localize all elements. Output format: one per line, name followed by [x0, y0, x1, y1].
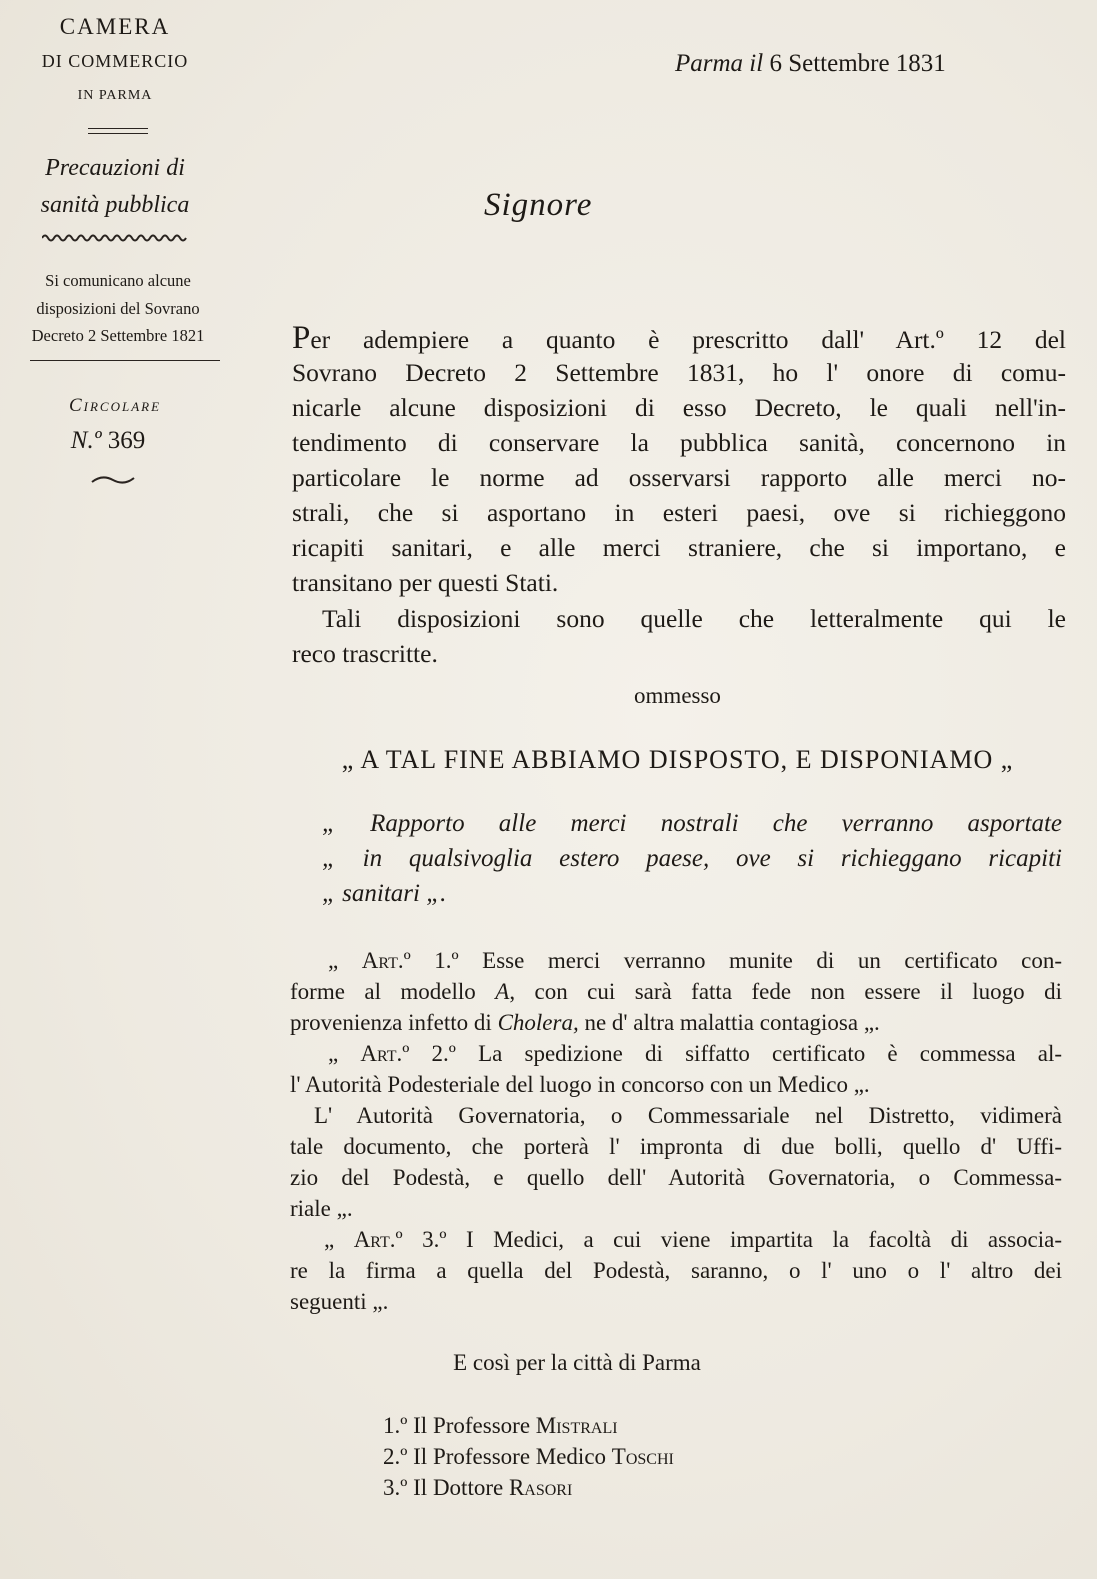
tilde-ornament-icon [90, 474, 136, 486]
number-label: N.º [70, 427, 102, 454]
subheading-line: „ sanitari „. [322, 880, 447, 907]
intro-line: strali, che si asportano in esteri paesi, ove si richieggono [292, 498, 1066, 527]
topic-heading-line-1: Precauzioni di [45, 155, 185, 181]
decree-formula: „ A TAL FINE ABBIAMO DISPOSTO, E DISPONIAMO „ [341, 745, 1014, 774]
institution-city: IN PARMA [77, 88, 153, 103]
intro-line: reco trascritte. [292, 639, 438, 668]
salutation: Signore [484, 187, 593, 223]
article-2-para-line: riale „. [290, 1196, 353, 1221]
number-value: 369 [107, 427, 146, 454]
article-2-line: „ Art.º 2.º La spedizione di siffatto certificato è commessa al- [328, 1041, 1062, 1066]
intro-line-text: er adempiere a quanto è prescritto dall' Art.º 12 del [310, 325, 1066, 354]
wavy-ornament-icon [42, 232, 188, 244]
article-label: Art.º 2.º [360, 1041, 456, 1066]
institution-name: CAMERA [59, 14, 171, 39]
dateline-place: Parma il [675, 50, 764, 77]
omission-note: ommesso [634, 683, 721, 708]
article-text: provenienza infetto di [290, 1010, 492, 1035]
intro-line: transitano per questi Stati. [292, 568, 559, 597]
document-type: Circolare [68, 395, 162, 416]
doctor-name: Rasori [508, 1475, 573, 1500]
doctor-title: Il Professore Medico [413, 1444, 607, 1469]
intro-line: nicarle alcune disposizioni di esso Decreto, le quali nell'in- [292, 393, 1066, 422]
intro-line: ricapiti sanitari, e alle merci straniere, che si importano, e [292, 533, 1066, 562]
doctor-name: Toschi [611, 1444, 674, 1469]
subheading-line: „ in qualsivoglia estero paese, ove si richieggano ricapiti [322, 845, 1062, 872]
subheading-line: „ Rapporto alle merci nostrali che verranno asportate [322, 810, 1062, 837]
double-rule-divider [88, 128, 148, 134]
article-text: ne d' altra malattia contagiosa „. [584, 1010, 880, 1035]
disease-name: Cholera, [497, 1010, 579, 1035]
intro-line: tendimento di conservare la pubblica sanità, concernono in [292, 428, 1066, 457]
article-text: , con cui sarà fatta fede non essere il luogo di [509, 979, 1063, 1004]
article-2-para-line: tale documento, che porterà l' impronta di due bolli, quello d' Uffi- [290, 1134, 1062, 1159]
institution-subname: DI COMMERCIO [41, 51, 189, 71]
intro-line [292, 320, 1066, 357]
article-text: forme al modello [290, 979, 476, 1004]
article-1-line [290, 1010, 1062, 1036]
doctor-name: Mistrali [535, 1413, 618, 1438]
doctor-title: Il Dottore [413, 1475, 504, 1500]
intro-line: particolare le norme ad osservarsi rapporto alle merci no- [292, 463, 1066, 492]
doctor-number: 2.º [383, 1444, 408, 1469]
drop-cap: P [292, 320, 311, 356]
article-2-para-line: zio del Podestà, e quello dell' Autorità Governatoria, o Commessa- [290, 1165, 1062, 1190]
doctor-item [383, 1444, 674, 1470]
article-label: Art.º 1.º [361, 948, 459, 973]
article-3-line: „ Art.º 3.º I Medici, a cui viene impartita la facoltà di associa- [324, 1227, 1063, 1252]
article-1-line [290, 979, 1062, 1005]
article-2-line: l' Autorità Podesteriale del luogo in concorso con un Medico „. [290, 1072, 870, 1097]
dateline-date: 6 Settembre 1831 [769, 50, 946, 77]
doctor-item [383, 1475, 572, 1501]
summary-note-line-1: Si comunicano alcune [45, 271, 191, 290]
article-text: I Medici, a cui viene impartita la facoltà di associa- [465, 1227, 1063, 1252]
article-label: Art.º 3.º [353, 1227, 447, 1252]
intro-line: Sovrano Decreto 2 Settembre 1831, ho l' onore di comu- [292, 358, 1066, 387]
closing-line: E così per la città di Parma [453, 1350, 701, 1375]
circular-number [0, 427, 216, 455]
doctor-number: 1.º [383, 1413, 408, 1438]
topic-heading-line-2: sanità pubblica [40, 192, 190, 218]
doctor-number: 3.º [383, 1475, 408, 1500]
intro-line: Tali disposizioni sono quelle che letteralmente qui le [322, 604, 1066, 633]
article-text: Esse merci verranno munite di un certificato con- [482, 948, 1062, 973]
rule-divider [30, 360, 220, 361]
article-3-line: seguenti „. [290, 1289, 389, 1314]
article-2-para-line: L' Autorità Governatoria, o Commessariale nel Distretto, vidimerà [314, 1103, 1062, 1128]
model-reference: A [495, 979, 510, 1004]
article-1-line: „ Art.º 1.º Esse merci verranno munite di un certificato con- [328, 948, 1062, 973]
article-3-line: re la firma a quella del Podestà, saranno, o l' uno o l' altro dei [290, 1258, 1062, 1283]
summary-note-line-3: Decreto 2 Settembre 1821 [31, 326, 205, 345]
doctor-item [383, 1413, 618, 1439]
doctor-title: Il Professore [413, 1413, 531, 1438]
dateline [675, 50, 946, 78]
article-text: La spedizione di siffatto certificato è commessa al- [478, 1041, 1062, 1066]
summary-note-line-2: disposizioni del Sovrano [36, 299, 200, 318]
